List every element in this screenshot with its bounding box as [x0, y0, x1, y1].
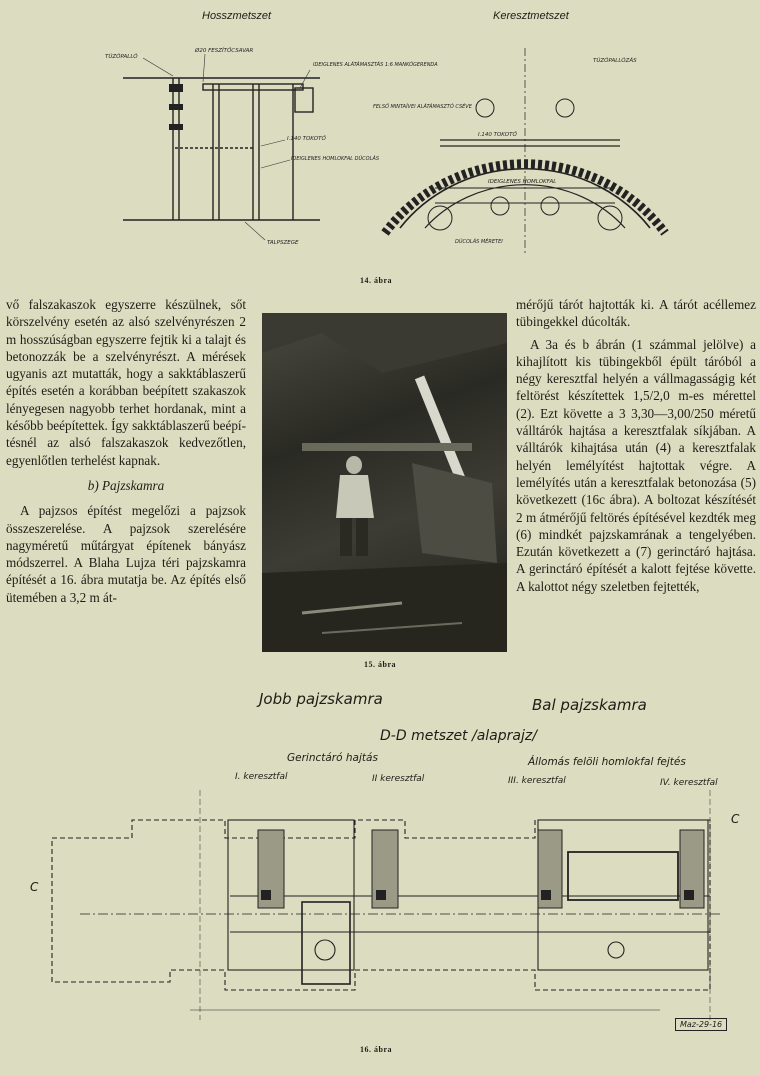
fig16-caption: 16. ábra: [360, 1045, 392, 1054]
text-column-3: [516, 296, 756, 595]
col1-paragraph-1: vő falszakaszok egyszerre készülnek, sőt körszelvény esetén az alsó szelvényrészen 2 m hosszúságban egyszerre fejtik ki a talajt és betonozzák be a szelvényrészt. A mérések ugyanis azt mutatták, hogy a sakktáblaszerű építés esetén a korábban beépített szakaszok lényegesen nagyobb terhet hordanak, mint a később beépítettek. Így sakktáblaszerű beépítésnél az alsó falszakaszok kedvezőtlen, egyenlőtlen terhelést kapnak.: [6, 297, 246, 468]
fig14-label-homlokfal: IDEIGLENES HOMLOKFAL: [488, 179, 557, 185]
fig16-left-group-label: Gerinctáró hajtás: [287, 752, 378, 764]
fig14-label-alatamasztas: IDEIGLENES ALÁTÁMASZTÁS 1:6 MANKÓGERENDA: [313, 62, 438, 68]
fig14-drawing: [95, 28, 710, 268]
col1-paragraph-2: A pajzsos építést megelőzi a pajzsok összeszerelése. A pajzsok szerelésére nagyméretű műtárgyat építenek bányász módszerrel. A Blaha Lujza téri pajzskamra építését a 16. ábra mutatja be. Az építés első ütemében a 3,2 m át-: [6, 503, 246, 605]
fig16-wall-label-1: I. keresztfal: [235, 772, 288, 782]
fig16-subtitle: D-D metszet /alaprajz/: [380, 728, 537, 744]
fig14-label-tokoto: I.140 TOKOTŐ: [287, 136, 326, 142]
fig16-wall-label-4: IV. keresztfal: [660, 778, 718, 788]
fig14-label-meretei: DÚCOLÁS MÉRETEI: [455, 239, 503, 245]
col3-paragraph-1: mérőjű tárót hajtották ki. A tárót acéllemez tübingekkel dúcolták.: [516, 297, 756, 330]
fig14-label-tuzopallo: TÚZÓPALLÓ: [105, 54, 138, 60]
fig14-left-title: Hosszmetszet: [202, 10, 272, 22]
fig14-label-feszitocsavar: Ø20 FESZÍTŐCSAVAR: [195, 48, 254, 54]
fig14-right-title: Keresztmetszet: [493, 10, 569, 22]
fig15-photo-scene: [262, 313, 507, 652]
fig14-caption: 14. ábra: [360, 276, 392, 285]
fig15-photo: [262, 313, 507, 652]
fig16-wall-label-2: II keresztfal: [372, 774, 425, 784]
text-column-1: [6, 296, 246, 606]
col1-section-heading: b) Pajzskamra: [87, 477, 165, 493]
fig16-wall-label-3: III. keresztfal: [508, 776, 566, 786]
fig16-section-mark-left: C: [30, 880, 39, 894]
fig14-label-talp: TALPSZEGE: [267, 240, 299, 246]
fig14-label-dcolas: IDEIGLENES HOMLOKFAL DÚCOLÁS: [291, 156, 379, 162]
fig16-section-mark-right: C: [731, 812, 740, 826]
fig16-stamp: Mаz-29-16: [675, 1018, 727, 1031]
fig16-title-left: Jobb pajzskamra: [259, 690, 383, 708]
fig16-plan-drawing: [20, 790, 740, 1030]
fig14-label-tokoto2: I.140 TOKOTŐ: [478, 132, 517, 138]
col3-paragraph-2: A 3a és b ábrán (1 számmal jelölve) a kihajlított kis tübingekből épült táróból a négy keresztfal helyén a vállmagasságig két feltörést készítettek 1,5/2,0 m-es mérettel (2). Ezt követte a 3 3,30—3,00/250 méretű válltárók hajtása a keresztfalak síkjában. A válltárók kihajtása után (4) a keresztfalak helyén lemélyítést hajtottak végre. A lemélyítés után a keresztfalak betonozása (5) következett (16c ábra). A boltozat készítését 2 m átmérőjű feltörés építésével kezdték meg (6) mindkét pajzskamrának a tengelyében. Ezután következett a (7) gerinctáró hajtása. A gerinctáró építését a kalott fejtése követte. A kalottot négy szeletben fejtették,: [516, 336, 756, 594]
fig14-label-tuzopallozas: TÚZÓPALLÓZÁS: [593, 58, 637, 64]
fig14-label-felso: FELSŐ MINTAÍVEI ALÁTÁMASZTÓ CSÉVE: [373, 104, 472, 110]
fig16-right-group-label: Állomás felöli homlokfal fejtés: [528, 756, 686, 768]
fig16-title-right: Bal pajzskamra: [532, 696, 647, 714]
fig15-caption: 15. ábra: [364, 660, 396, 669]
